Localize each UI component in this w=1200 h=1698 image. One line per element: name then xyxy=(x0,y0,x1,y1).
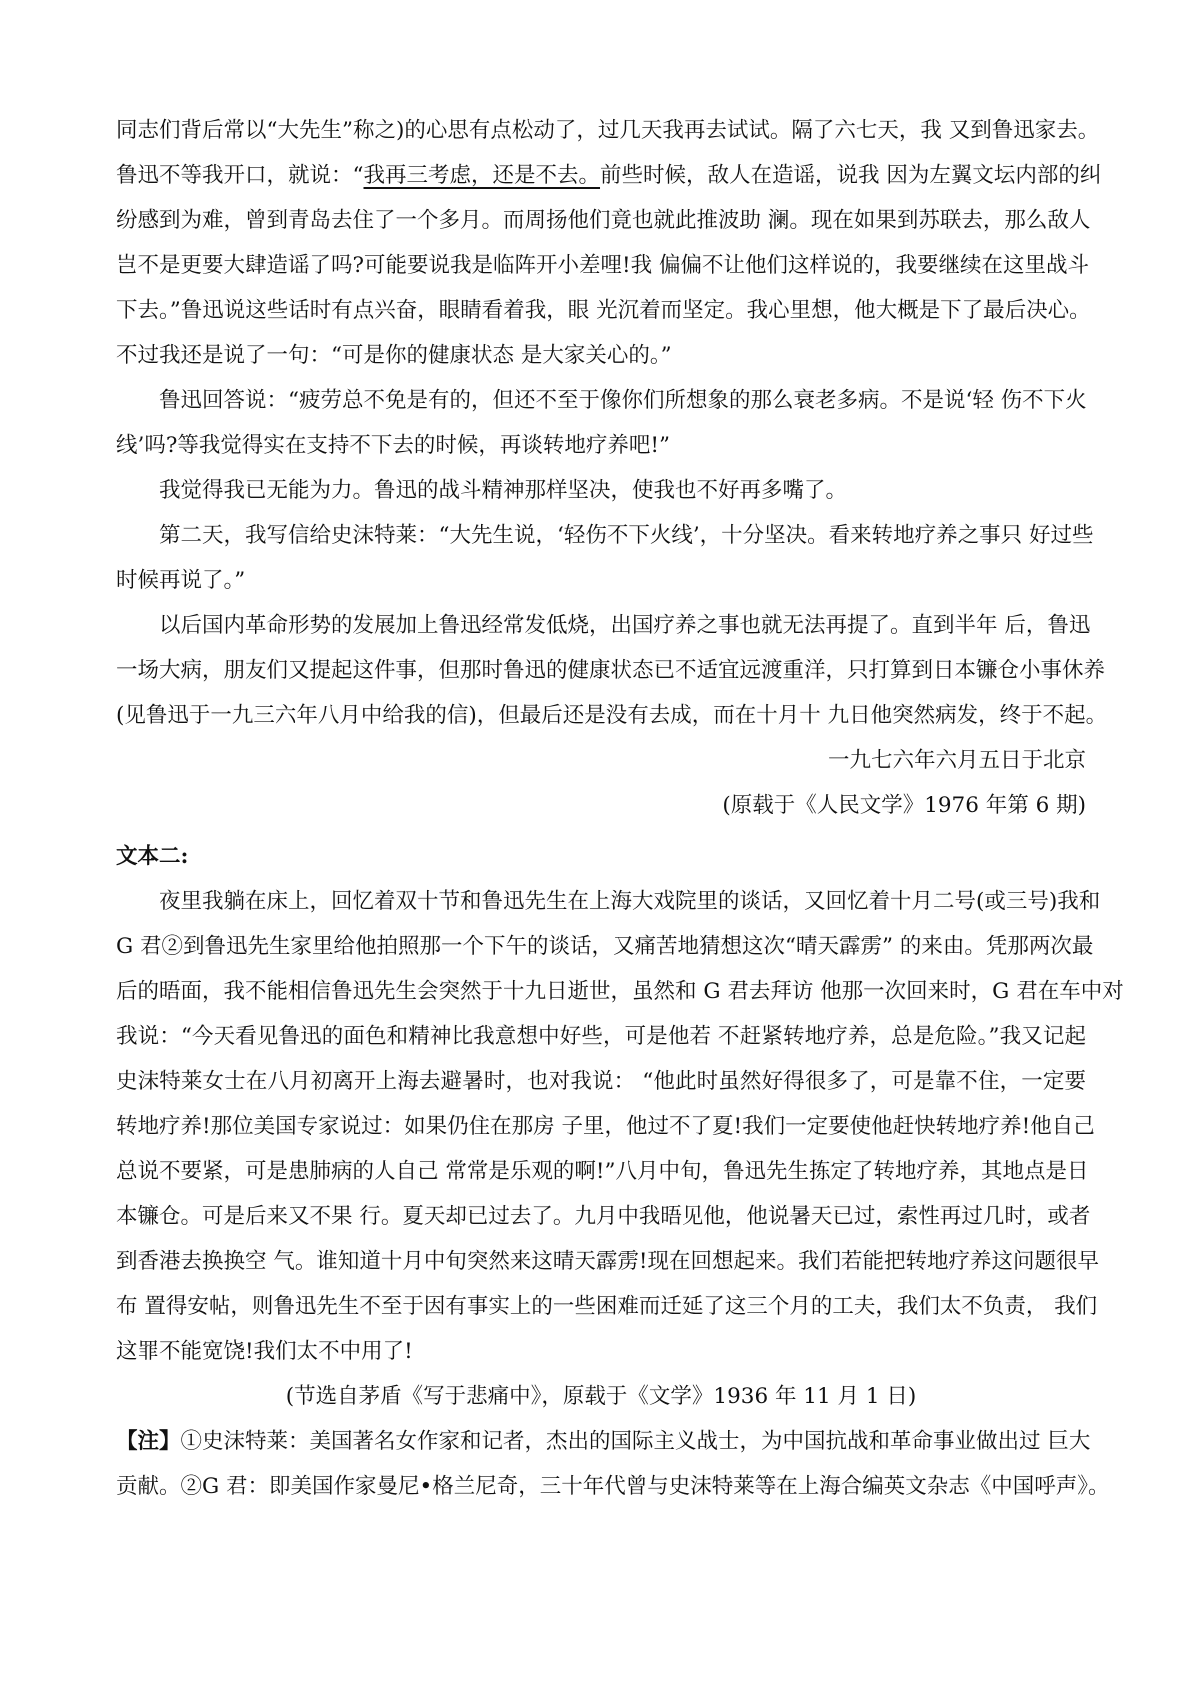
text-line: 史沫特莱女士在八月初离开上海去避暑时，也对我说： “他此时虽然好得很多了，可是靠不住，一定要 xyxy=(116,1069,1086,1094)
text-line: 第二天，我写信给史沫特莱：“大先生说，‘轻伤不下火线’，十分坚决。看来转地疗养之事只 好过些 xyxy=(159,523,1094,548)
text-line: 时候再说了。” xyxy=(116,568,246,593)
text-line: 岂不是更要大肆造谣了吗?可能要说我是临阵开小差哩!我 偏偏不让他们这样说的，我要继续在这里战斗 xyxy=(116,253,1090,278)
text-line: 同志们背后常以“大先生”称之)的心思有点松动了，过几天我再去试试。隔了六七天，我 又到鲁迅家去。 xyxy=(116,118,1100,143)
text-line: 贡献。②G 君：即美国作家曼尼•格兰尼奇，三十年代曾与史沫特莱等在上海合编英文杂志《中国呼声》。 xyxy=(116,1474,1110,1499)
source-citation: (节选自茅盾《写于悲痛中》，原载于《文学》1936 年 11 月 1 日) xyxy=(285,1384,917,1409)
text-span: 前些时候，敌人在造谣，说我 因为左翼文坛内部的纠 xyxy=(600,163,1102,188)
text-line: 下去。”鲁迅说这些话时有点兴奋，眼睛看着我，眼 光沉着而坚定。我心里想，他大概是下了最后决心。 xyxy=(116,298,1091,323)
underlined-quote: 我再三考虑，还是不去。 xyxy=(363,163,601,188)
text-line: 本镰仓。可是后来又不果 行。夏天却已过去了。九月中我晤见他，他说暑天已过，索性再过几时，或者 xyxy=(116,1204,1091,1229)
paragraph xyxy=(116,378,1086,468)
text-line: (见鲁迅于一九三六年八月中给我的信)，但最后还是没有去成，而在十月十 九日他突然病发，终于不起。 xyxy=(116,703,1108,728)
paragraph xyxy=(116,513,1094,603)
note-label: 【注】 xyxy=(116,1429,181,1454)
paragraph xyxy=(116,603,1108,738)
paragraph xyxy=(116,468,1086,513)
text-line: 后的晤面，我不能相信鲁迅先生会突然于十九日逝世，虽然和 G 君去拜访 他那一次回来时，G 君在车中对 xyxy=(116,979,1124,1004)
text-line: 我觉得我已无能为力。鲁迅的战斗精神那样坚决，使我也不好再多嘴了。 xyxy=(159,478,848,503)
footnote xyxy=(116,1419,1110,1509)
text-line: 夜里我躺在床上，回忆着双十节和鲁迅先生在上海大戏院里的谈话，又回忆着十月二号(或三号)我和 xyxy=(159,889,1101,914)
section-heading: 文本二: xyxy=(116,844,189,869)
text-line: G 君②到鲁迅先生家里给他拍照那一个下午的谈话，又痛苦地猜想这次“晴天霹雳” 的来由。凭那两次最 xyxy=(116,934,1094,959)
paragraph xyxy=(116,879,1124,1374)
text-line: 布 置得安帖，则鲁迅先生不至于因有事实上的一些困难而迁延了这三个月的工夫，我们太不负责， 我们 xyxy=(116,1294,1098,1319)
text-line: 鲁迅回答说：“疲劳总不免是有的，但还不至于像你们所想象的那么衰老多病。不是说‘轻 伤不下火 xyxy=(159,388,1087,413)
text-line: 纷感到为难，曾到青岛去住了一个多月。而周扬他们竟也就此推波助 澜。现在如果到苏联去，那么敌人 xyxy=(116,208,1091,233)
text-line: 线’吗?等我觉得实在支持不下去的时候，再谈转地疗养吧!” xyxy=(116,433,670,458)
text-line: 以后国内革命形势的发展加上鲁迅经常发低烧，出国疗养之事也就无法再提了。直到半年 后，鲁迅 xyxy=(159,613,1091,638)
text-line: 总说不要紧，可是患肺病的人自己 常常是乐观的啊!”八月中旬，鲁迅先生拣定了转地疗养，其地点是日 xyxy=(116,1159,1089,1184)
source-citation: (原载于《人民文学》1976 年第 6 期) xyxy=(722,793,1086,818)
text-line: 一场大病，朋友们又提起这件事，但那时鲁迅的健康状态已不适宜远渡重洋，只打算到日本镰仓小事休养 xyxy=(116,658,1106,683)
date-signature: 一九七六年六月五日于北京 xyxy=(827,748,1086,773)
text-span: ①史沫特莱：美国著名女作家和记者，杰出的国际主义战士，为中国抗战和革命事业做出过 巨大 xyxy=(180,1429,1091,1454)
text-line: 我说：“今天看见鲁迅的面色和精神比我意想中好些，可是他若 不赶紧转地疗养，总是危险。”我又记起 xyxy=(116,1024,1086,1049)
text-line xyxy=(116,1419,1091,1464)
text-line: 不过我还是说了一句：“可是你的健康状态 是大家关心的。” xyxy=(116,343,672,368)
text-span: 鲁迅不等我开口，就说：“ xyxy=(116,163,364,188)
text-line: 到香港去换换空 气。谁知道十月中旬突然来这晴天霹雳!现在回想起来。我们若能把转地疗养这问题很早 xyxy=(116,1249,1099,1274)
text-line xyxy=(116,153,1102,198)
text-line: 这罪不能宽饶!我们太不中用了! xyxy=(116,1339,413,1364)
paragraph xyxy=(116,108,1102,378)
document-page xyxy=(116,108,1124,1509)
text-line: 转地疗养!那位美国专家说过：如果仍住在那房 子里，他过不了夏!我们一定要使他赶快转地疗养!他自己 xyxy=(116,1114,1095,1139)
